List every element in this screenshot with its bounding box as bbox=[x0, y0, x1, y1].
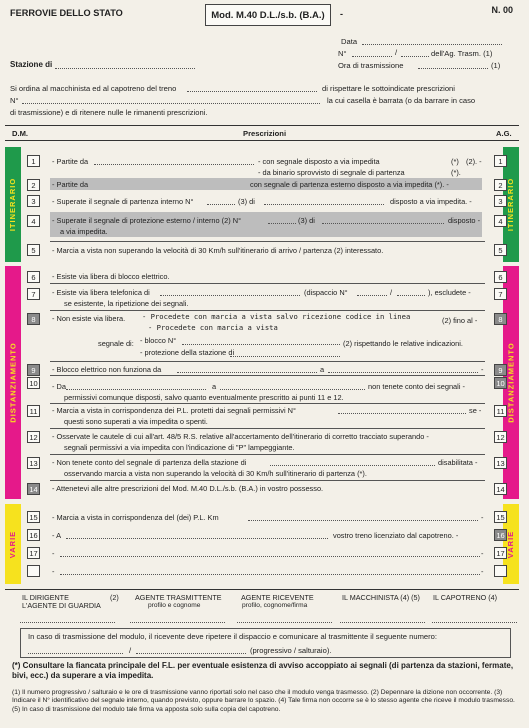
itinerario-right-strip: ITINERARIO bbox=[503, 147, 519, 262]
dm-box-13[interactable]: 13 bbox=[27, 457, 40, 469]
dm-box-11[interactable]: 11 bbox=[27, 405, 40, 417]
dm-box-6[interactable]: 6 bbox=[27, 271, 40, 283]
transmission-number-field-2[interactable] bbox=[136, 653, 246, 654]
ag-box-11[interactable]: 11 bbox=[494, 405, 507, 417]
ag-box-6[interactable]: 6 bbox=[494, 271, 507, 283]
sig-line-macchinista[interactable] bbox=[340, 622, 425, 623]
sig-line-capotreno[interactable] bbox=[432, 622, 517, 623]
ag-header: A.G. bbox=[496, 129, 512, 138]
itinerario-left-strip: ITINERARIO bbox=[5, 147, 21, 262]
dm-box-1[interactable]: 1 bbox=[27, 155, 40, 167]
dm-box-14[interactable]: 14 bbox=[27, 483, 40, 495]
dm-box-10[interactable]: 10 bbox=[27, 377, 40, 389]
dm-box-4[interactable]: 4 bbox=[27, 215, 40, 227]
dm-box-8[interactable]: 8 bbox=[27, 313, 40, 325]
sig-line-trasmittente[interactable] bbox=[130, 622, 225, 623]
header-dash: - bbox=[340, 9, 343, 19]
ag-box-8[interactable]: 8 bbox=[494, 313, 507, 325]
ag-box-3[interactable]: 3 bbox=[494, 195, 507, 207]
agente-guardia-label: L'AGENTE DI GUARDIA bbox=[22, 601, 101, 610]
ag-box-17[interactable]: 17 bbox=[494, 547, 507, 559]
dm-box-7[interactable]: 7 bbox=[27, 288, 40, 300]
dm-box-15[interactable]: 15 bbox=[27, 511, 40, 523]
ag-box-1[interactable]: 1 bbox=[494, 155, 507, 167]
dm-box-5[interactable]: 5 bbox=[27, 244, 40, 256]
dm-box-17[interactable]: 17 bbox=[27, 547, 40, 559]
agente-ricevente-label: AGENTE RICEVENTE bbox=[241, 593, 314, 602]
model-code: Mod. M.40 D.L./s.b. (B.A.) bbox=[205, 4, 331, 26]
transmission-number-field[interactable] bbox=[28, 653, 123, 654]
agent-trasm-label: dell'Ag. Trasm. (1) bbox=[431, 49, 493, 58]
prescrizioni-header: Prescrizioni bbox=[243, 129, 287, 138]
capotreno-label: IL CAPOTRENO (4) bbox=[433, 593, 498, 602]
distanziamento-right-strip: DISTANZIAMENTO bbox=[503, 266, 519, 499]
dm-box-12[interactable]: 12 bbox=[27, 431, 40, 443]
dm-box-2[interactable]: 2 bbox=[27, 179, 40, 191]
footnote-star: (*) Consultare la fiancata principale del F.L. per eventuale esistenza di avviso accoppiato ai segnali (di partenza da stazioni, fermate, bivi, ecc.) da superare a via impedita. bbox=[12, 661, 514, 680]
ag-box-12[interactable]: 12 bbox=[494, 431, 507, 443]
transmission-text: In caso di trasmissione del modulo, il ricevente deve ripetere il dispaccio e comunicare al trasmittente il seguente numero: bbox=[28, 632, 437, 641]
dm-header: D.M. bbox=[12, 129, 29, 138]
ag-box-9[interactable]: 9 bbox=[494, 364, 507, 376]
ag-box-4[interactable]: 4 bbox=[494, 215, 507, 227]
dirigente-label: IL DIRIGENTE bbox=[22, 593, 69, 602]
ag-box-blank[interactable] bbox=[494, 565, 507, 577]
footnote-numbered: (1) Il numero progressivo / salturaio e le ore di trasmissione vanno riportati solo nel caso che il modulo venga trasmesso. (2) Depennare la dizione non occorrente. (3) Indicare il N° identificativo del segnale interno, quando previsto, oppure barrare lo spazio. (4) Tale firma non occorre se è lo stesso agente che riceve il modulo trasmesso. (5) In caso di trasmissione del modulo tale firma va apposta solo sulla copia del capotreno. bbox=[12, 689, 515, 713]
number-label: N° bbox=[338, 49, 347, 58]
ag-box-16[interactable]: 16 bbox=[494, 529, 507, 541]
dm-box-3[interactable]: 3 bbox=[27, 195, 40, 207]
ag-box-15[interactable]: 15 bbox=[494, 511, 507, 523]
dm-box-blank[interactable] bbox=[27, 565, 40, 577]
intro-line-2b: la cui casella è barrata (o da barrare in caso bbox=[327, 96, 476, 105]
varie-left-strip: VARIE bbox=[5, 504, 21, 584]
intro-line-1b: di rispettare le sottoindicate prescrizioni bbox=[322, 84, 455, 93]
ag-box-14[interactable]: 14 bbox=[494, 483, 507, 495]
sig-line-ricevente[interactable] bbox=[237, 622, 332, 623]
agente-trasmittente-label: AGENTE TRASMITTENTE bbox=[135, 593, 222, 602]
transmission-time-label: Ora di trasmissione bbox=[338, 61, 404, 70]
intro-line-3: di trasmissione) e di ritenere nulle le rimanenti prescrizioni. bbox=[10, 108, 208, 117]
form-number: N. 00 bbox=[491, 5, 513, 15]
date-label: Data bbox=[341, 37, 358, 46]
distanziamento-left-strip: DISTANZIAMENTO bbox=[5, 266, 21, 499]
intro-line-1a: Si ordina al macchinista ed al capotreno del treno bbox=[10, 84, 177, 93]
dm-box-16[interactable]: 16 bbox=[27, 529, 40, 541]
ag-box-10[interactable]: 10 bbox=[494, 377, 507, 389]
company-name: FERROVIE DELLO STATO bbox=[10, 8, 123, 18]
varie-right-strip: VARIE bbox=[503, 504, 519, 584]
dm-box-9[interactable]: 9 bbox=[27, 364, 40, 376]
ag-box-5[interactable]: 5 bbox=[494, 244, 507, 256]
ag-box-2[interactable]: 2 bbox=[494, 179, 507, 191]
station-label: Stazione di bbox=[10, 60, 53, 69]
ag-box-7[interactable]: 7 bbox=[494, 288, 507, 300]
ag-box-13[interactable]: 13 bbox=[494, 457, 507, 469]
sig-line-dirigente[interactable] bbox=[20, 622, 115, 623]
macchinista-label: IL MACCHINISTA (4) (5) bbox=[342, 593, 420, 602]
